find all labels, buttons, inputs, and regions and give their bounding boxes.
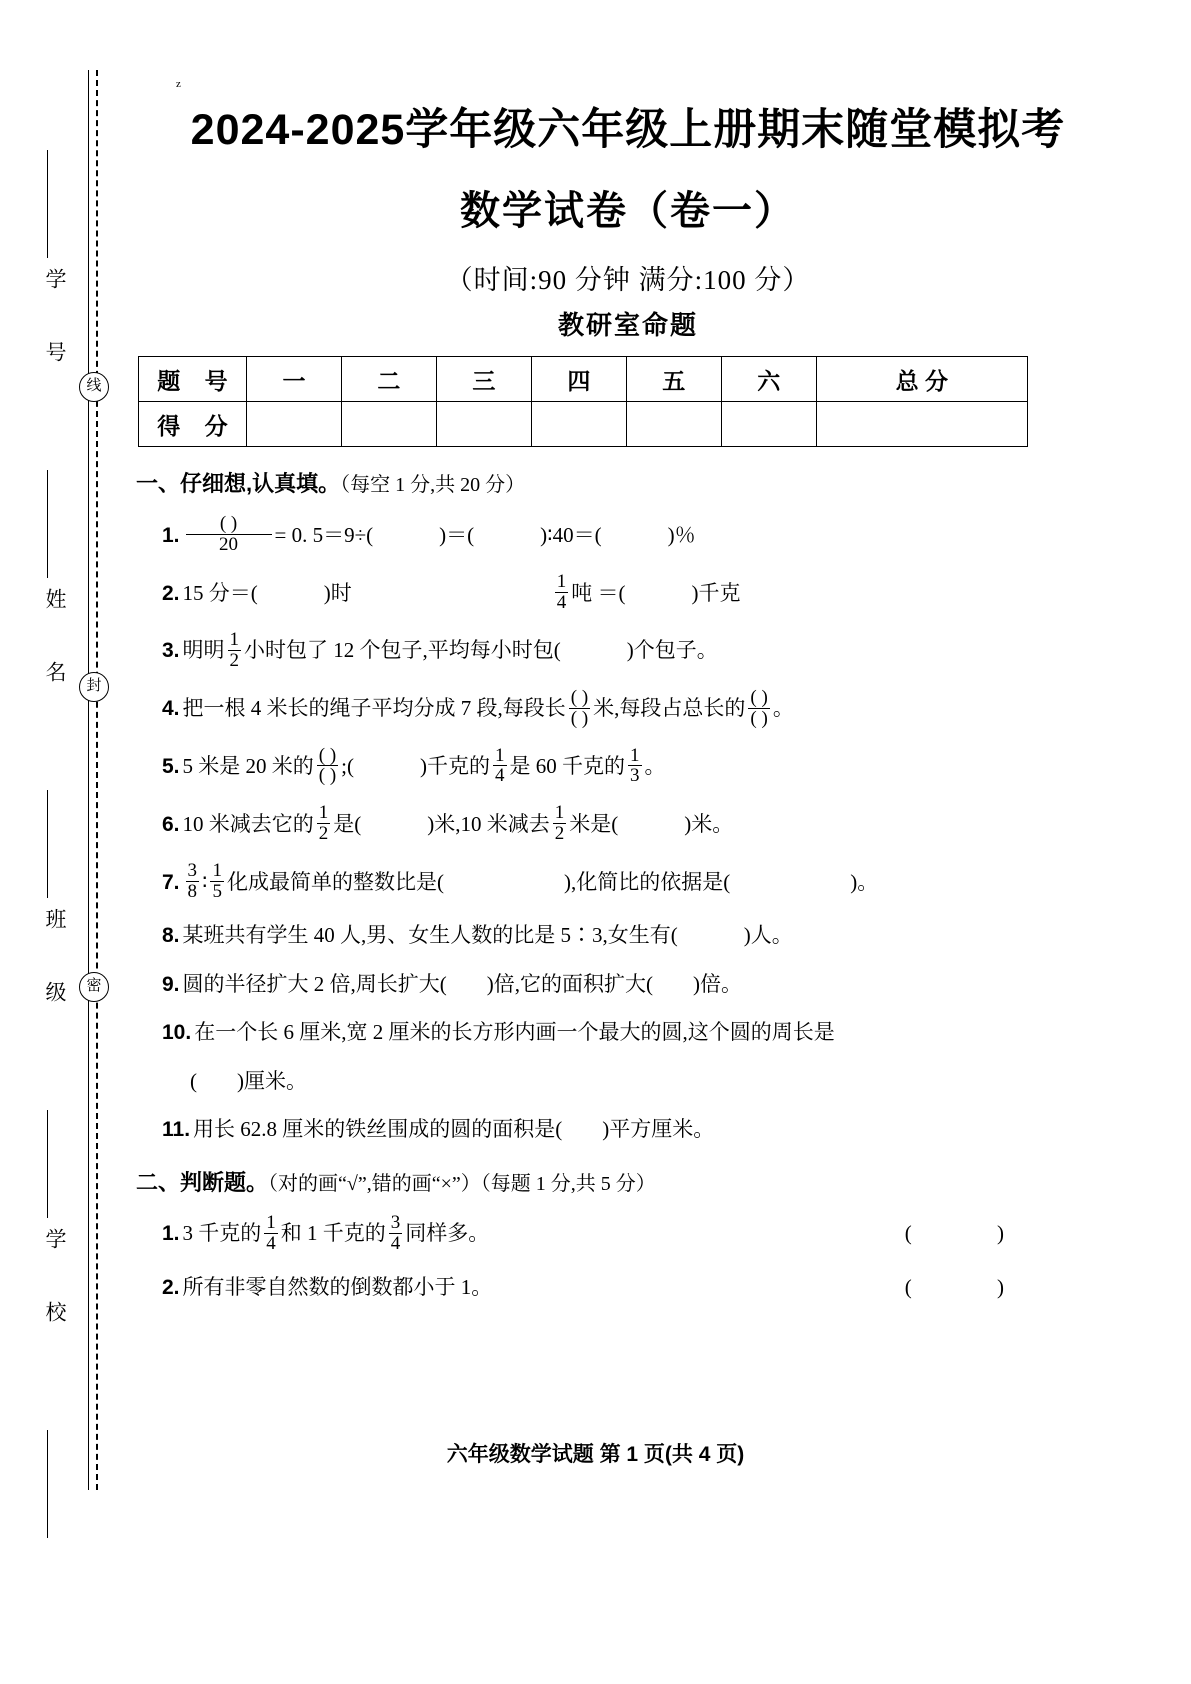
margin-rule-3 — [47, 790, 48, 898]
score-cell-4[interactable] — [531, 402, 626, 447]
q2-frac-numerator: 1 — [556, 570, 567, 592]
q6-fraction-2 — [553, 803, 567, 844]
j1-frac2-denominator: 4 — [390, 1232, 401, 1254]
q7-frac1-numerator: 3 — [187, 860, 198, 882]
j1-frac1-numerator: 1 — [266, 1211, 276, 1233]
j1-text-b: 和 1 千克的 — [280, 1221, 386, 1246]
exam-byline: 教研室命题 — [557, 310, 698, 340]
score-table-header-row — [139, 357, 1028, 402]
q5-frac2-denominator: 4 — [495, 765, 505, 787]
score-table-value-row — [139, 402, 1028, 447]
margin-field-xuexiao: 学 校 — [43, 1228, 67, 1336]
q6-frac1-denominator: 2 — [318, 823, 329, 845]
score-cell-total[interactable] — [816, 402, 1027, 447]
margin-rule-1 — [47, 150, 48, 258]
j1-fraction-2 — [389, 1213, 403, 1254]
q1-text-a: = 0. 5＝9÷( — [274, 522, 374, 547]
q5-frac3-denominator: 3 — [630, 765, 640, 787]
q6-number: 6. — [162, 813, 180, 837]
q7-fraction-1 — [186, 861, 200, 902]
q10-text-b: ( — [190, 1068, 197, 1093]
q3-frac-numerator: 1 — [229, 628, 240, 650]
j2-answer-box[interactable]: ( ) — [904, 1274, 1044, 1299]
q6-fraction-1 — [317, 803, 331, 844]
q4-text-b: 米,每段占总长的 — [593, 696, 746, 721]
q9-text-c: )倍。 — [693, 971, 743, 996]
q5-text-d: 是 60 千克的 — [509, 754, 625, 779]
q2-text-b: )时 — [323, 580, 352, 605]
q5-text-a: 5 米是 20 米的 — [182, 754, 314, 779]
q3-text-b: 小时包了 12 个包子,平均每小时包( — [244, 638, 561, 663]
fill-question-1 — [162, 515, 1128, 556]
q2-text-d: )千克 — [691, 580, 741, 605]
seal-mi: 密 — [79, 972, 109, 1002]
q10-text-c: )厘米。 — [237, 1068, 307, 1093]
fill-question-7 — [162, 862, 1128, 903]
score-col-2: 二 — [341, 357, 436, 402]
q1-number: 1. — [162, 523, 180, 547]
q4-frac2-denominator[interactable]: ( ) — [750, 707, 768, 729]
fill-question-10-cont — [190, 1066, 1128, 1098]
q8-number: 8. — [162, 924, 180, 948]
q7-frac2-denominator: 5 — [212, 881, 222, 903]
q1-text-d: )％ — [667, 522, 696, 547]
fill-question-9 — [162, 969, 1128, 1001]
q5-frac2-numerator: 1 — [495, 744, 505, 766]
q4-text-c: 。 — [772, 696, 794, 721]
q5-text-c: )千克的 — [420, 754, 490, 779]
score-cell-1[interactable] — [247, 402, 342, 447]
q11-text-a: 用长 62.8 厘米的铁丝围成的圆的面积是( — [193, 1117, 563, 1142]
q9-text-a: 圆的半径扩大 2 倍,周长扩大( — [182, 971, 447, 996]
q4-frac1-denominator[interactable]: ( ) — [570, 707, 589, 729]
q10-number: 10. — [162, 1021, 192, 1045]
score-cell-3[interactable] — [436, 402, 531, 447]
q8-text-a: 某班共有学生 40 人,男、女生人数的比是 5∶3,女生有( — [182, 923, 678, 948]
q6-frac1-numerator: 1 — [318, 802, 329, 824]
score-col-1: 一 — [247, 357, 342, 402]
q6-text-e: )米。 — [684, 812, 734, 837]
j1-frac2-numerator: 3 — [390, 1211, 401, 1233]
section-1-title: 一、仔细想,认真填。 — [136, 471, 341, 496]
seal-xian: 线 — [79, 372, 109, 402]
page-footer: 六年级数学试题 第 1 页(共 4 页) — [446, 1443, 745, 1466]
j1-text-c: 同样多。 — [405, 1221, 490, 1246]
fill-question-10 — [162, 1017, 1128, 1049]
score-table-row-label-1: 题 号 — [139, 357, 247, 402]
margin-column — [0, 0, 120, 1684]
j2-number: 2. — [162, 1275, 180, 1299]
q4-fraction-2 — [748, 688, 769, 729]
q2-text-a: 15 分＝( — [182, 580, 258, 605]
q5-fraction-1 — [317, 746, 338, 787]
score-cell-2[interactable] — [341, 402, 436, 447]
q5-frac1-numerator[interactable]: ( ) — [318, 744, 337, 766]
score-col-5: 五 — [626, 357, 721, 402]
section-2-note: （对的画“√”,错的画“×”）（每题 1 分,共 5 分） — [268, 1172, 656, 1195]
score-col-4: 四 — [531, 357, 626, 402]
judge-question-1 — [162, 1211, 1062, 1255]
q6-frac2-numerator: 1 — [554, 802, 565, 824]
q5-fraction-2 — [493, 746, 507, 787]
q7-text-d: )。 — [850, 869, 879, 894]
j1-answer-box[interactable]: ( ) — [904, 1221, 1044, 1246]
j1-number: 1. — [162, 1222, 180, 1246]
q8-text-b: )人。 — [743, 923, 793, 948]
q2-fraction — [555, 572, 569, 613]
score-col-3: 三 — [436, 357, 531, 402]
q1-fraction — [186, 514, 272, 555]
q2-text-c: 吨 ＝( — [571, 580, 626, 605]
q5-text-e: 。 — [644, 754, 666, 779]
margin-field-xuehao: 学 号 — [43, 268, 67, 376]
section-heading-2 — [136, 1166, 1128, 1197]
q6-text-a: 10 米减去它的 — [182, 812, 314, 837]
score-cell-6[interactable] — [721, 402, 816, 447]
q3-fraction — [228, 630, 242, 671]
q7-text-c: ),化简比的依据是( — [563, 869, 731, 894]
q1-frac-denominator: 20 — [186, 534, 272, 555]
score-cell-5[interactable] — [626, 402, 721, 447]
q10-text-a: 在一个长 6 厘米,宽 2 厘米的长方形内画一个最大的圆,这个圆的周长是 — [194, 1020, 835, 1045]
q5-frac3-numerator: 1 — [630, 744, 640, 766]
exam-content — [128, 0, 1128, 1303]
q7-text-a: ∶ — [202, 869, 208, 894]
q2-frac-denominator: 4 — [556, 591, 567, 613]
q5-fraction-3 — [628, 746, 642, 787]
q6-text-d: 米是( — [569, 812, 619, 837]
score-col-total: 总 分 — [816, 357, 1027, 402]
j1-text-a: 3 千克的 — [182, 1221, 262, 1246]
fill-question-8 — [162, 920, 1128, 952]
q7-frac2-numerator: 1 — [212, 860, 222, 882]
margin-field-xingming: 姓 名 — [43, 588, 67, 696]
q3-text-a: 明明 — [182, 638, 225, 663]
q11-text-b: )平方厘米。 — [602, 1117, 715, 1142]
q1-text-c: )∶40＝( — [540, 522, 602, 547]
margin-rule-4 — [47, 1110, 48, 1218]
q7-text-b: 化成最简单的整数比是( — [226, 869, 444, 894]
section-heading-1 — [136, 467, 1128, 498]
q6-frac2-denominator: 2 — [554, 823, 565, 845]
q7-fraction-2 — [210, 861, 224, 902]
stray-mark: z — [176, 78, 181, 90]
q2-number: 2. — [162, 581, 180, 605]
score-table — [138, 356, 1028, 447]
fill-question-5 — [162, 744, 1128, 788]
q6-text-c: )米,10 米减去 — [427, 812, 550, 837]
seal-feng: 封 — [79, 672, 109, 702]
j1-fraction-1 — [264, 1213, 278, 1254]
q7-frac1-denominator: 8 — [187, 881, 198, 903]
q1-text-b: )＝( — [439, 522, 475, 547]
q9-text-b: )倍,它的面积扩大( — [486, 971, 654, 996]
q4-fraction-1 — [569, 688, 590, 729]
q3-text-c: )个包子。 — [626, 638, 718, 663]
q9-number: 9. — [162, 972, 180, 996]
fill-question-3 — [162, 628, 1128, 672]
q4-frac2-numerator[interactable]: ( ) — [750, 686, 768, 708]
margin-dashed-line — [96, 70, 98, 1490]
margin-field-banji: 班 级 — [43, 908, 67, 1016]
fill-question-6 — [162, 804, 1128, 845]
fill-question-4 — [162, 686, 1128, 730]
score-col-6: 六 — [721, 357, 816, 402]
judge-question-2 — [162, 1272, 1062, 1304]
j1-frac1-denominator: 4 — [266, 1232, 276, 1254]
margin-solid-line — [88, 70, 89, 1490]
q6-text-b: 是( — [333, 812, 362, 837]
fill-question-11 — [162, 1114, 1128, 1146]
fill-question-2 — [162, 570, 1128, 614]
exam-subtitle: （时间:90 分钟 满分:100 分） — [445, 265, 811, 295]
margin-rule-2 — [47, 470, 48, 578]
page-title-line2: 数学试卷（卷一） — [460, 189, 796, 233]
j2-text-a: 所有非零自然数的倒数都小于 1。 — [182, 1274, 493, 1299]
q5-frac1-denominator[interactable]: ( ) — [318, 765, 337, 787]
score-table-row-label-2: 得 分 — [139, 402, 247, 447]
q3-number: 3. — [162, 639, 180, 663]
section-1-note: （每空 1 分,共 20 分） — [340, 474, 526, 496]
q4-number: 4. — [162, 697, 180, 721]
q7-number: 7. — [162, 870, 180, 894]
q1-frac-numerator[interactable]: ( ) — [219, 513, 238, 534]
q11-number: 11. — [162, 1118, 191, 1142]
q5-number: 5. — [162, 755, 180, 779]
q5-text-b: ;( — [341, 754, 354, 779]
section-2-title: 二、判断题。 — [136, 1169, 269, 1195]
q3-frac-denominator: 2 — [229, 649, 240, 671]
q4-text-a: 把一根 4 米长的绳子平均分成 7 段,每段长 — [182, 696, 566, 721]
page-title-line1: 2024-2025学年级六年级上册期末随堂模拟考 — [190, 106, 1066, 154]
q4-frac1-numerator[interactable]: ( ) — [570, 686, 589, 708]
